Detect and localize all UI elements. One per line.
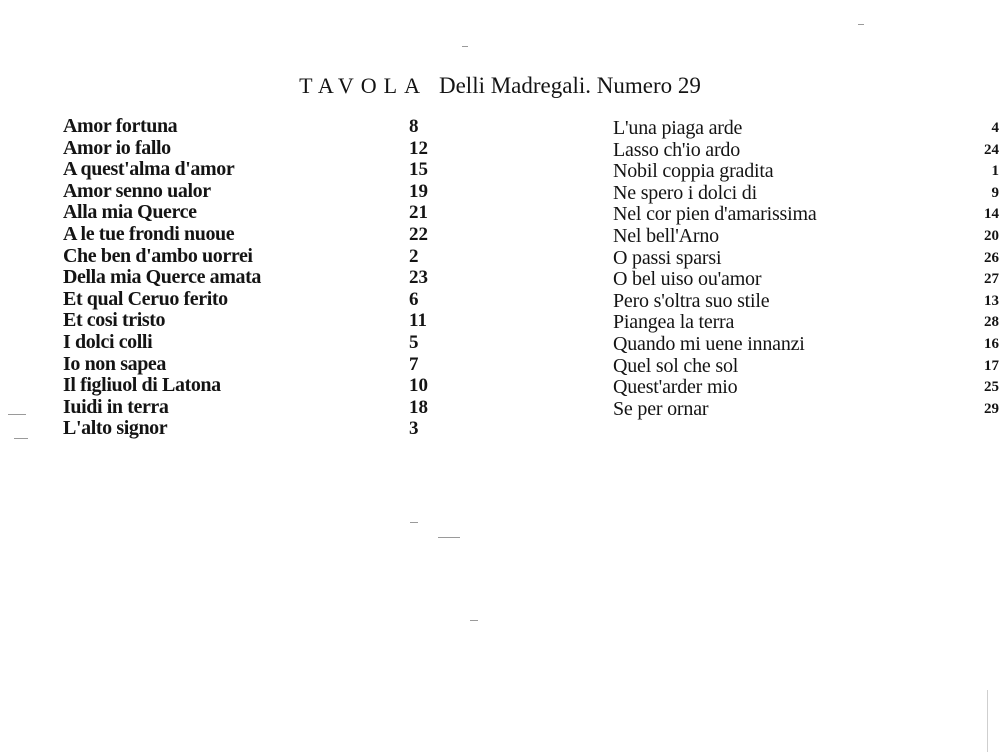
entry-number: 19 — [409, 180, 428, 202]
page-header — [0, 70, 1000, 102]
entry-number: 3 — [409, 418, 419, 440]
entry-first-line: Amor senno ualor — [63, 179, 211, 202]
entry-first-line: Pero s'oltra suo stile — [613, 289, 770, 312]
index-entry — [63, 289, 443, 311]
index-entry — [613, 376, 999, 399]
entry-number: 14 — [984, 206, 999, 223]
entry-number: 5 — [409, 331, 419, 353]
index-entry — [613, 203, 999, 226]
index-entry — [63, 418, 443, 440]
entry-first-line: I dolci colli — [63, 330, 153, 353]
index-right-column — [613, 117, 999, 420]
entry-number: 18 — [409, 396, 428, 418]
entry-first-line: Che ben d'ambo uorrei — [63, 244, 253, 267]
entry-first-line: Il figliuol di Latona — [63, 374, 221, 397]
entry-number: 9 — [991, 184, 999, 201]
index-entry — [613, 289, 999, 313]
entry-first-line: L'alto signor — [63, 417, 168, 440]
entry-first-line: A le tue frondi nuoue — [63, 222, 235, 245]
print-speck — [470, 620, 478, 621]
entry-number: 17 — [984, 357, 999, 374]
entry-number: 15 — [409, 159, 428, 181]
entry-first-line: Se per ornar — [613, 397, 709, 420]
index-entry — [613, 354, 999, 378]
entry-number: 29 — [984, 400, 999, 417]
index-entry — [63, 375, 443, 397]
entry-first-line: Piangea la terra — [613, 311, 735, 334]
index-entry — [63, 246, 443, 268]
entry-number: 12 — [409, 137, 428, 159]
entry-first-line: L'una piaga arde — [613, 117, 743, 139]
entry-number: 23 — [409, 267, 428, 289]
entry-number: 2 — [409, 245, 419, 267]
entry-number: 22 — [409, 223, 428, 245]
entry-number: 7 — [409, 353, 419, 375]
entry-number: 8 — [409, 116, 419, 137]
index-entry — [63, 224, 443, 246]
entry-number: 20 — [984, 227, 999, 244]
index-entry — [613, 397, 999, 421]
index-entry — [63, 332, 443, 354]
entry-first-line: A quest'alma d'amor — [63, 158, 235, 181]
entry-number: 21 — [409, 202, 428, 224]
entry-first-line: Quest'arder mio — [613, 376, 738, 399]
entry-first-line: Io non sapea — [63, 352, 167, 375]
index-entry — [613, 246, 999, 270]
index-entry — [613, 311, 999, 334]
entry-first-line: Amor fortuna — [63, 115, 178, 137]
entry-number: 27 — [984, 271, 999, 288]
index-entry — [63, 181, 443, 203]
index-entry — [613, 332, 999, 356]
entry-first-line: Iuidi in terra — [63, 395, 169, 418]
index-entry — [613, 224, 999, 248]
entry-first-line: Nobil coppia gradita — [613, 160, 774, 183]
index-entry — [63, 138, 443, 160]
entry-number: 13 — [984, 292, 999, 309]
entry-first-line: Et qual Ceruo ferito — [63, 287, 228, 310]
header-title-word: TAVOLA — [299, 73, 427, 98]
entry-first-line: Ne spero i dolci di — [613, 181, 757, 204]
index-entry — [613, 181, 999, 205]
index-entry — [63, 267, 443, 289]
print-speck — [410, 522, 418, 523]
entry-number: 24 — [984, 141, 999, 158]
entry-number: 6 — [409, 288, 419, 310]
print-speck — [438, 537, 460, 538]
entry-first-line: Nel bell'Arno — [613, 224, 719, 247]
index-entry — [63, 116, 443, 138]
entry-first-line: O bel uiso ou'amor — [613, 268, 762, 291]
index-entry — [63, 354, 443, 376]
entry-first-line: Amor io fallo — [63, 136, 171, 159]
print-speck — [858, 24, 864, 25]
entry-number: 11 — [409, 310, 427, 332]
entry-first-line: Della mia Querce amata — [63, 266, 261, 289]
entry-number: 26 — [984, 249, 999, 266]
entry-first-line: Quando mi uene innanzi — [613, 332, 805, 355]
index-entry — [63, 159, 443, 181]
index-entry — [63, 397, 443, 419]
entry-first-line: Nel cor pien d'amarissima — [613, 203, 817, 226]
entry-first-line: Alla mia Querce — [63, 201, 197, 224]
print-speck — [462, 46, 468, 47]
entry-number: 28 — [984, 314, 999, 331]
entry-number: 10 — [409, 375, 428, 397]
index-entry — [613, 138, 999, 162]
entry-first-line: Quel sol che sol — [613, 354, 739, 377]
entry-number: 25 — [984, 379, 999, 396]
header-subtitle: Delli Madregali. Numero 29 — [438, 73, 701, 98]
print-speck — [14, 438, 28, 439]
index-entry — [613, 160, 999, 183]
entry-number: 4 — [991, 120, 999, 136]
entry-first-line: O passi sparsi — [613, 246, 722, 269]
entry-first-line: Lasso ch'io ardo — [613, 138, 741, 161]
print-speck — [8, 414, 26, 415]
entry-number: 16 — [984, 335, 999, 352]
index-entry — [613, 268, 999, 291]
index-left-column — [63, 116, 443, 440]
index-entry — [63, 202, 443, 224]
index-entry — [613, 117, 999, 140]
index-entry — [63, 310, 443, 332]
entry-number: 1 — [991, 163, 999, 180]
page-edge-line — [987, 690, 988, 752]
entry-first-line: Et cosi tristo — [63, 309, 166, 332]
